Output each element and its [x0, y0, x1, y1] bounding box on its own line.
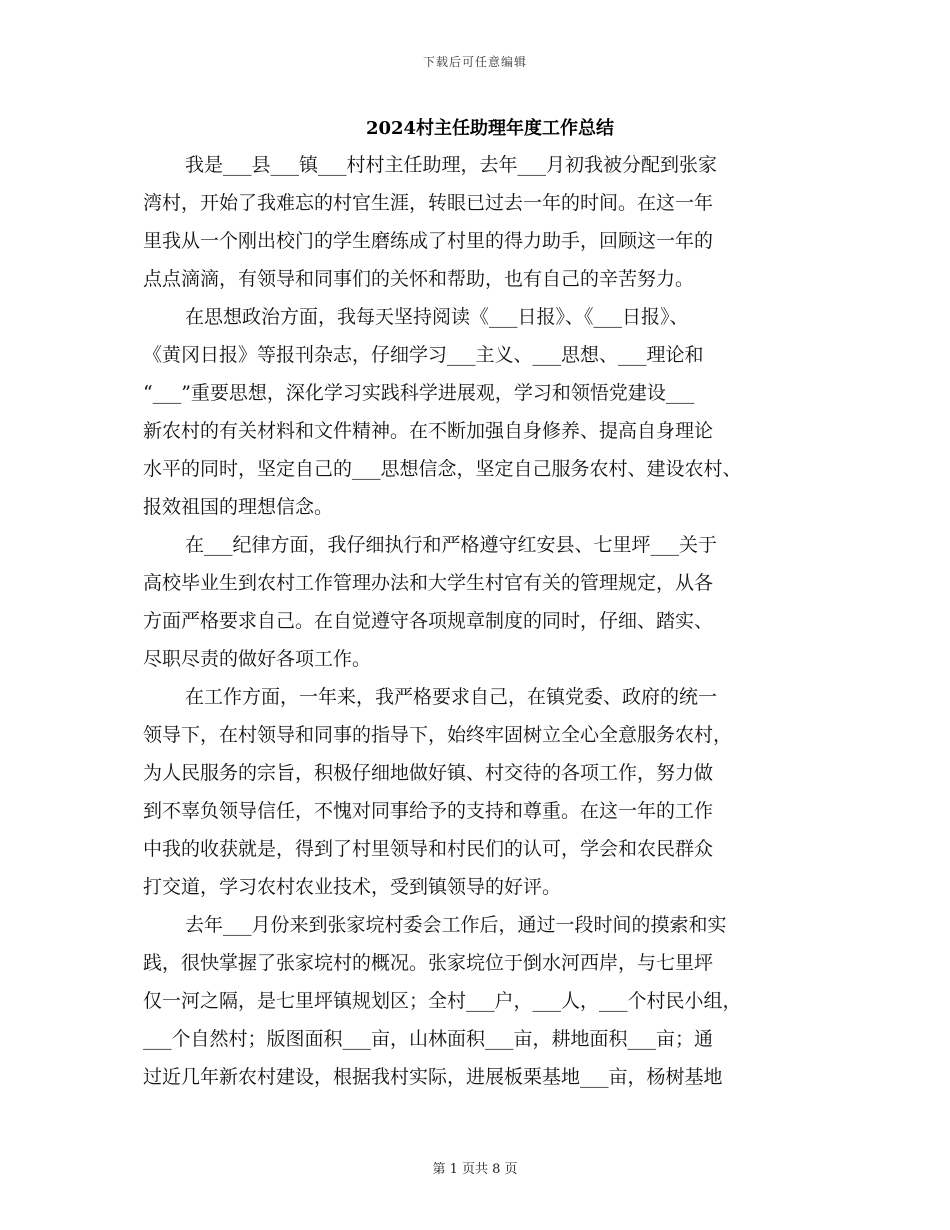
text-line: 报效祖国的理想信念。 [143, 496, 334, 518]
text-line: 里我从一个刚出校门的学生磨练成了村里的得力助手，回顾这一年的 [143, 230, 714, 252]
document-body [143, 146, 807, 1096]
text-line: 《黄冈日报》等报刊杂志，仔细学习___主义、___思想、___理论和 [143, 344, 704, 366]
text-line: ___个自然村；版图面积___亩，山林面积___亩，耕地面积___亩；通 [143, 1028, 714, 1050]
text-line: 水平的同时，坚定自己的___思想信念，坚定自己服务农村、建设农村、 [143, 458, 742, 480]
text-line: 仅一河之隔，是七里坪镇规划区；全村___户，___人，___个村民小组， [143, 990, 742, 1012]
text-line: 我是___县___镇___村村主任助理，去年___月初我被分配到张家 [185, 154, 718, 176]
document-title: 2024村主任助理年度工作总结 [365, 118, 615, 139]
text-line: 践，很快掌握了张家垸村的概况。张家垸位于倒水河西岸，与七里坪 [143, 952, 714, 974]
text-line: 打交道，学习农村农业技术，受到镇领导的好评。 [143, 876, 562, 898]
page-footer: 第 1 页共 8 页 [432, 1162, 518, 1177]
text-line: 湾村，开始了我难忘的村官生涯，转眼已过去一年的时间。在这一年 [143, 192, 714, 214]
text-line: “___”重要思想，深化学习实践科学进展观，学习和领悟党建设___ [143, 382, 695, 404]
text-line: 到不辜负领导信任，不愧对同事给予的支持和尊重。在这一年的工作 [143, 800, 714, 822]
text-line: 在___纪律方面，我仔细执行和严格遵守红安县、七里坪___关于 [185, 534, 718, 556]
text-line: 高校毕业生到农村工作管理办法和大学生村官有关的管理规定，从各 [143, 572, 714, 594]
text-line: 点点滴滴，有领导和同事们的关怀和帮助，也有自己的辛苦努力。 [143, 268, 695, 290]
text-line: 去年___月份来到张家垸村委会工作后，通过一段时间的摸索和实 [185, 914, 727, 936]
header-note: 下载后可任意编辑 [422, 55, 527, 69]
text-line: 中我的收获就是，得到了村里领导和村民们的认可，学会和农民群众 [143, 838, 714, 860]
text-line: 方面严格要求自己。在自觉遵守各项规章制度的同时，仔细、踏实、 [143, 610, 714, 632]
text-line: 在思想政治方面，我每天坚持阅读《___日报》、《___日报》、 [185, 306, 689, 328]
text-line: 过近几年新农村建设，根据我村实际，进展板栗基地___亩，杨树基地 [143, 1066, 723, 1088]
text-line: 在工作方面，一年来，我严格要求自己，在镇党委、政府的统一 [185, 686, 718, 708]
text-line: 尽职尽责的做好各项工作。 [143, 648, 372, 670]
text-line: 为人民服务的宗旨，积极仔细地做好镇、村交待的各项工作，努力做 [143, 762, 714, 784]
text-line: 新农村的有关材料和文件精神。在不断加强自身修养、提高自身理论 [143, 420, 714, 442]
text-line: 领导下，在村领导和同事的指导下，始终牢固树立全心全意服务农村， [143, 724, 733, 746]
